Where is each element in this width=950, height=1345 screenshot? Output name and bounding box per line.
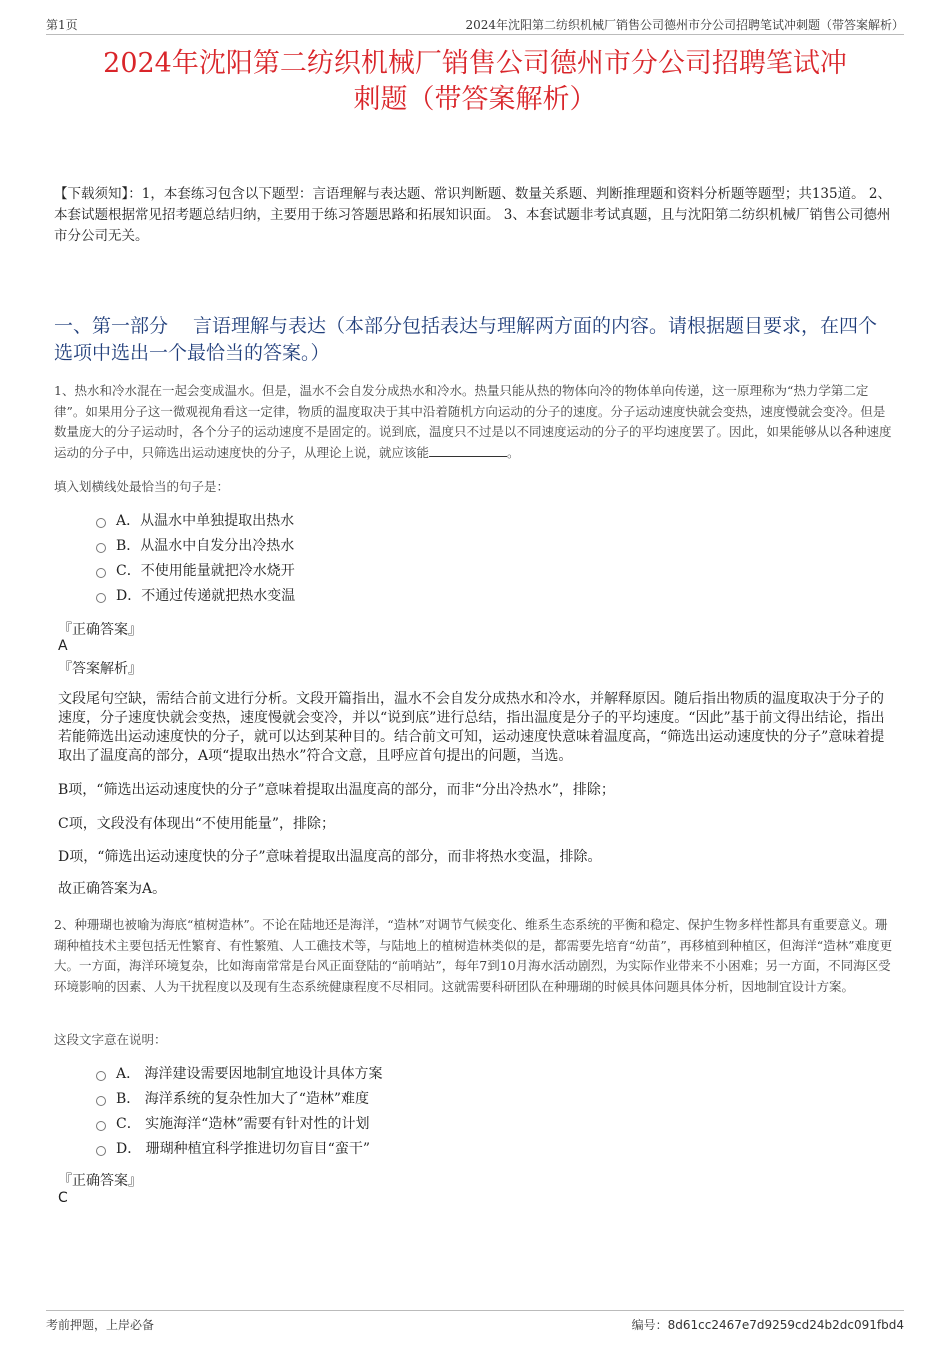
option-b[interactable] [96, 534, 295, 559]
question-1-end: 。 [507, 444, 520, 460]
analysis-conclusion: 故正确答案为A。 [58, 881, 167, 897]
question-1-prompt: 填入划横线处最恰当的句子是： [54, 479, 230, 494]
option-label: D．不通过传递就把热水变温 [116, 588, 296, 604]
option-label: A．从温水中单独提取出热水 [116, 513, 295, 529]
analysis-label: 『答案解析』 [58, 661, 142, 677]
download-notice: 【下载须知】：1，本套练习包含以下题型：言语理解与表达题、常识判断题、数量关系题、判断推理题和资料分析题等题型；共135道。 2、本套试题根据常见招考题总结归纳，主要用于练习答题思路和拓展知识面。 3、本套试题非考试真题，且与沈阳第二纺织机械厂销售公司德州市分公司无关。 [54, 186, 891, 244]
option-d[interactable] [96, 1137, 383, 1162]
analysis-paragraph: 文段尾句空缺，需结合前文进行分析。文段开篇指出，温水不会自发分成热水和冷水，并解释原因。随后指出物质的温度取决于分子的速度，分子速度快就会变热，速度慢就会变冷，并以“说到底”进行总结，指出温度是分子的平均速度。“因此”基于前文得出结论，指出若能筛选出运动速度快的分子，就可以达到某种目的。结合前文可知，运动速度快意味着温度高，“筛选出运动速度快的分子”意味着提取出了温度高的部分，A项“提取出热水”符合文意，且呼应首句提出的问题，当选。 [58, 691, 885, 764]
option-label: D． 珊瑚种植宜科学推进切勿盲目“蛮干” [116, 1141, 370, 1157]
radio-icon[interactable] [96, 543, 106, 553]
code-label: 编号： [631, 1318, 668, 1332]
radio-icon[interactable] [96, 1146, 106, 1156]
option-d[interactable] [96, 584, 295, 609]
section-heading: 一、第一部分 言语理解与表达（本部分包括表达与理解两方面的内容。请根据题目要求，在四个选项中选出一个最恰当的答案。） [54, 315, 878, 364]
question-1-text [54, 381, 896, 463]
radio-icon[interactable] [96, 1096, 106, 1106]
radio-icon[interactable] [96, 1121, 106, 1131]
title-line-2: 刺题（带答案解析） [353, 84, 597, 115]
page-title [40, 46, 910, 118]
question-2-text: 2、种珊瑚也被喻为海底“植树造林”。不论在陆地还是海洋，“造林”对调节气候变化、维系生态系统的平衡和稳定、保护生物多样性都具有重要意义。珊瑚种植技术主要包括无性繁育、有性繁殖、人工礁技术等，与陆地上的植树造林类似的是，都需要先培育“幼苗”，再移植到种植区，但海洋“造林”难度更大。一方面，海洋环境复杂，比如海南常常是台风正面登陆的“前哨站”，每年7到10月海水活动剧烈，为实际作业带来不小困难；另一方面，不同海区受环境影响的因素、人为干扰程度以及现有生态系统健康程度不尽相同。这就需要科研团队在种珊瑚的时候具体问题具体分析，因地制宜设计方案。 [54, 917, 893, 994]
option-label: B． 海洋系统的复杂性加大了“造林”难度 [116, 1091, 370, 1107]
analysis-option-c: C项，文段没有体现出“不使用能量”，排除； [58, 816, 336, 832]
correct-answer: A [58, 638, 68, 654]
option-c[interactable] [96, 1112, 383, 1137]
analysis-option-d: D项，“筛选出运动速度快的分子”意味着提取出温度高的部分，而非将热水变温，排除。 [58, 849, 602, 865]
option-label: A． 海洋建设需要因地制宜地设计具体方案 [116, 1066, 383, 1082]
footer-code [632, 1316, 904, 1333]
correct-answer: C [58, 1190, 68, 1206]
option-b[interactable] [96, 1087, 383, 1112]
footer-slogan: 考前押题，上岸必备 [46, 1318, 155, 1332]
option-label: C． 实施海洋“造林”需要有针对性的计划 [116, 1116, 370, 1132]
question-2-options [96, 1062, 383, 1162]
code-value: 8d61cc2467e7d9259cd24b2dc091fbd4 [667, 1318, 904, 1332]
radio-icon[interactable] [96, 593, 106, 603]
title-line-1: 2024年沈阳第二纺织机械厂销售公司德州市分公司招聘笔试冲 [103, 48, 847, 79]
fill-blank [429, 444, 507, 457]
option-a[interactable] [96, 509, 295, 534]
page-footer [46, 1310, 904, 1333]
radio-icon[interactable] [96, 518, 106, 528]
question-2-prompt: 这段文字意在说明： [54, 1032, 167, 1047]
question-1-body: 1、热水和冷水混在一起会变成温水。但是，温水不会自发分成热水和冷水。热量只能从热的物体向冷的物体单向传递，这一原理称为“热力学第二定律”。如果用分子这一微观视角看这一定律，物质的温度取决于其中沿着随机方向运动的分子的速度。分子运动速度快就会变热，速度慢就会变冷。但是数量庞大的分子运动时，各个分子的运动速度不是固定的。说到底，温度只不过是以不同速度运动的分子的平均速度罢了。因此，如果能够从以各种速度运动的分子中，只筛选出运动速度快的分子，从理论上说，就应该能 [54, 383, 892, 460]
radio-icon[interactable] [96, 568, 106, 578]
page-number: 第1页 [46, 18, 78, 32]
question-1-options [96, 509, 295, 609]
option-label: C．不使用能量就把冷水烧开 [116, 563, 295, 579]
option-c[interactable] [96, 559, 295, 584]
analysis-option-b: B项，“筛选出运动速度快的分子”意味着提取出温度高的部分，而非“分出冷热水”，排除； [58, 782, 615, 798]
correct-answer-label: 『正确答案』 [58, 1173, 142, 1189]
option-label: B．从温水中自发分出冷热水 [116, 538, 295, 554]
header-doc-title: 2024年沈阳第二纺织机械厂销售公司德州市分公司招聘笔试冲刺题（带答案解析） [465, 18, 904, 32]
option-a[interactable] [96, 1062, 383, 1087]
radio-icon[interactable] [96, 1071, 106, 1081]
page-header [46, 14, 904, 35]
correct-answer-label: 『正确答案』 [58, 622, 142, 638]
